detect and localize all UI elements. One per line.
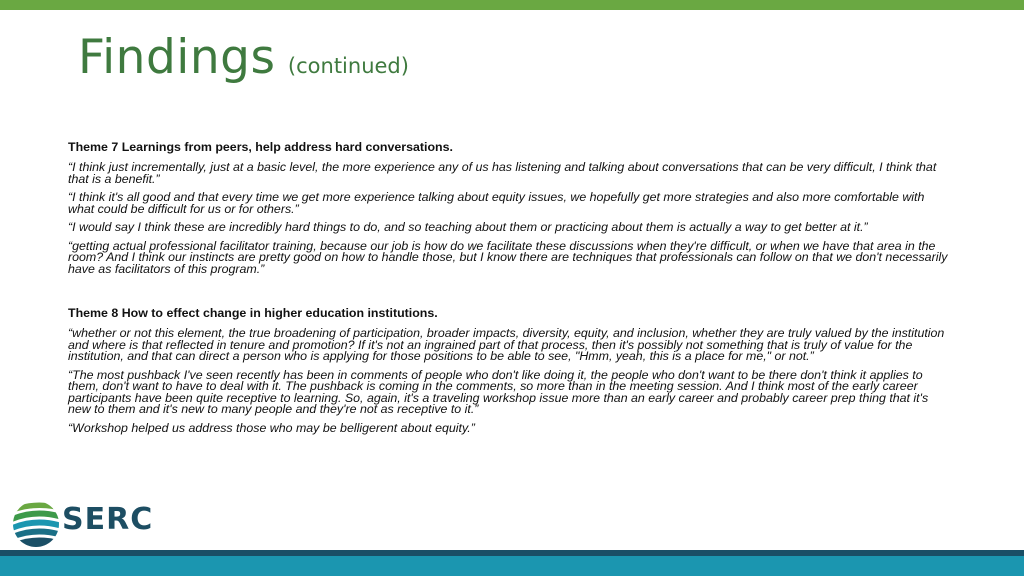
slide-title (78, 30, 409, 85)
quote: “getting actual professional facilitator training, because our job is how do we facilitate these discussions when they're difficult, or when we have that area in the room? And I think our instincts are pretty good on how to handle those, but I know there are techniques that professionals can follow on that we don't necessarily have as facilitators of this program.” (68, 238, 948, 276)
bottom-bar-light (0, 556, 1024, 576)
quote: “whether or not this element, the true broadening of participation, broader impacts, diversity, equity, and inclusion, whether they are truly valued by the institution and where is that reflected in tenure and promotion? If it's not an ingrained part of that process, then it's possibly not something that is truly of value for the institution, and that can direct a person who is applying for those positions to be able to see, "Hmm, yeah, this is a place for me," or not.” (68, 326, 945, 363)
quote: “I would say I think these are incredibly hard things to do, and so teaching about them or practicing about them is actually a way to get better at it.” (68, 220, 868, 234)
title-subtitle: (continued) (287, 54, 409, 78)
logo-text: SERC (62, 502, 154, 537)
theme-heading: Theme 8 How to effect change in higher education institutions. (68, 306, 438, 320)
quote: “I think just incrementally, just at a basic level, the more experience any of us has listening and talking about conversations that can be very difficult, I think that that is a benefit.” (68, 160, 937, 186)
findings-content (68, 140, 953, 441)
section-spacer (68, 282, 953, 306)
title-text: Findings (78, 30, 276, 85)
top-accent-bar (0, 0, 1024, 10)
quote: “Workshop helped us address those who may be belligerent about equity.” (68, 420, 475, 435)
quote: “I think it's all good and that every time we get more experience talking about equity issues, we hopefully get more strategies and also more comfortable with what could be difficult for us or for others.” (68, 190, 925, 216)
theme-heading: Theme 7 Learnings from peers, help address hard conversations. (68, 140, 453, 154)
quote: “The most pushback I've seen recently has been in comments of people who don't like doing it, the people who don't want to be there don't think it applies to them, don't want to have to deal with it. The pushback is coming in the comments, so more than in the meeting session. And I think most of the early career participants have been quite receptive to learning. So, again, it's a traveling workshop issue more than an early career and probably career prep thing that it's new to them and it's new to many people and they're not as receptive to it.” (68, 367, 929, 416)
